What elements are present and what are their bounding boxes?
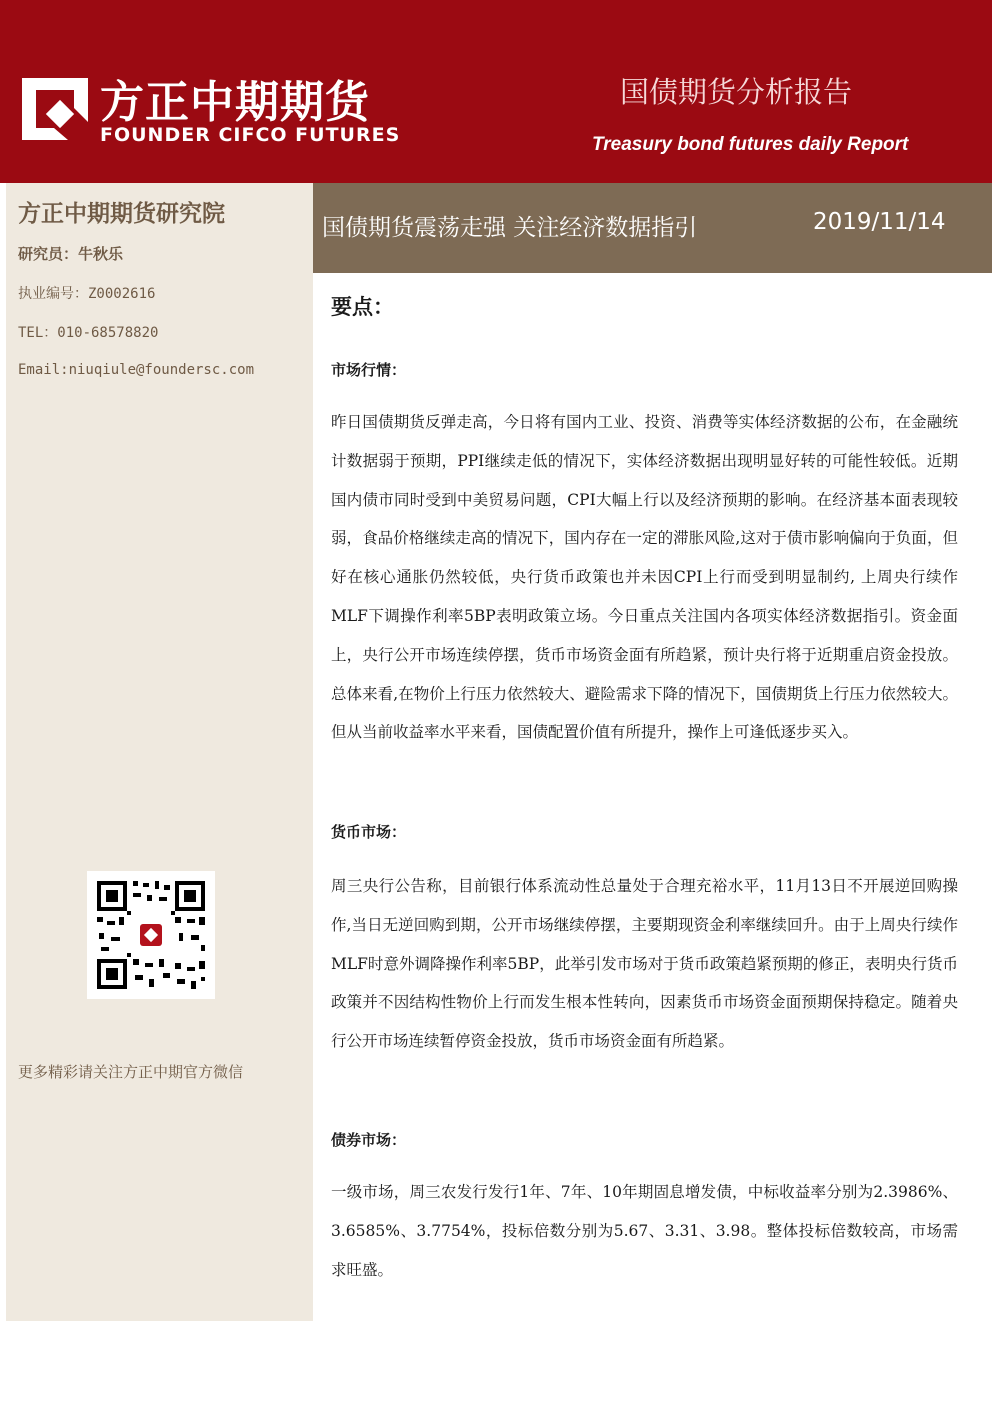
article-title-bar	[313, 183, 992, 273]
telephone: TEL：010-68578820	[18, 325, 159, 341]
report-header	[0, 0, 992, 183]
section-text-market: 昨日国债期货反弹走高，今日将有国内工业、投资、消费等实体经济数据的公布，在金融统计数据弱于预期，PPI继续走低的情况下，实体经济数据出现明显好转的可能性较低。近期国内债市同时受到中美贸易问题，CPI大幅上行以及经济预期的影响。在经济基本面表现较弱，食品价格继续走高的情况下，国内存在一定的滞胀风险,这对于债市影响偏向于负面，但好在核心通胀仍然较低，央行货币政策也并未因CPI上行而受到明显制约, 上周央行续作MLF下调操作利率5BP表明政策立场。今日重点关注国内各项实体经济数据指引。资金面上，央行公开市场连续停摆，货币市场资金面有所趋紧，预计央行将于近期重启资金投放。总体来看,在物价上行压力依然较大、避险需求下降的情况下，国债期货上行压力依然较大。但从当前收益率水平来看，国债配置价值有所提升，操作上可逢低逐步买入。	[331, 413, 958, 742]
sidebar	[6, 183, 313, 1321]
email-link[interactable]: Email:niuqiule@foundersc.com	[18, 362, 255, 378]
section-heading-market: 市场行情：	[331, 361, 407, 379]
brand-name-cn: 方正中期期货	[100, 77, 370, 128]
founder-logo-icon	[22, 78, 88, 140]
article-title: 国债期货震荡走强 关注经济数据指引	[322, 215, 698, 241]
article-date: 2019/11/14	[813, 209, 946, 235]
brand-name-en: FOUNDER CIFCO FUTURES	[100, 124, 401, 146]
section-heading-money-market: 货币市场：	[331, 823, 407, 841]
key-points-heading: 要点：	[331, 295, 394, 319]
license-number: 执业编号：Z0002616	[18, 286, 156, 302]
section-heading-bond-market: 债券市场：	[331, 1131, 407, 1149]
analyst-name: 研究员：牛秋乐	[18, 245, 124, 263]
institute-name: 方正中期期货研究院	[18, 201, 225, 227]
section-text-bond-market: 一级市场，周三农发行发行1年、7年、10年期固息增发债，中标收益率分别为2.3986%、3.6585%、3.7754%，投标倍数分别为5.67、3.31、3.98。整体投标倍数较高，市场需求旺盛。	[331, 1183, 958, 1279]
section-text-money-market: 周三央行公告称，目前银行体系流动性总量处于合理充裕水平，11月13日不开展逆回购操作,当日无逆回购到期，公开市场继续停摆，主要期现资金利率继续回升。由于上周央行续作MLF时意外调降操作利率5BP，此举引发市场对于货币政策趋紧预期的修正，表明央行货币政策并不因结构性物价上行而发生根本性转向，因素货币市场资金面预期保持稳定。随着央行公开市场连续暂停资金投放，货币市场资金面有所趋紧。	[331, 877, 958, 1051]
wechat-qr-code-icon	[87, 871, 215, 999]
follow-wechat-text: 更多精彩请关注方正中期官方微信	[18, 1063, 244, 1081]
report-title-cn: 国债期货分析报告	[620, 75, 853, 109]
report-title-en: Treasury bond futures daily Report	[592, 134, 909, 155]
